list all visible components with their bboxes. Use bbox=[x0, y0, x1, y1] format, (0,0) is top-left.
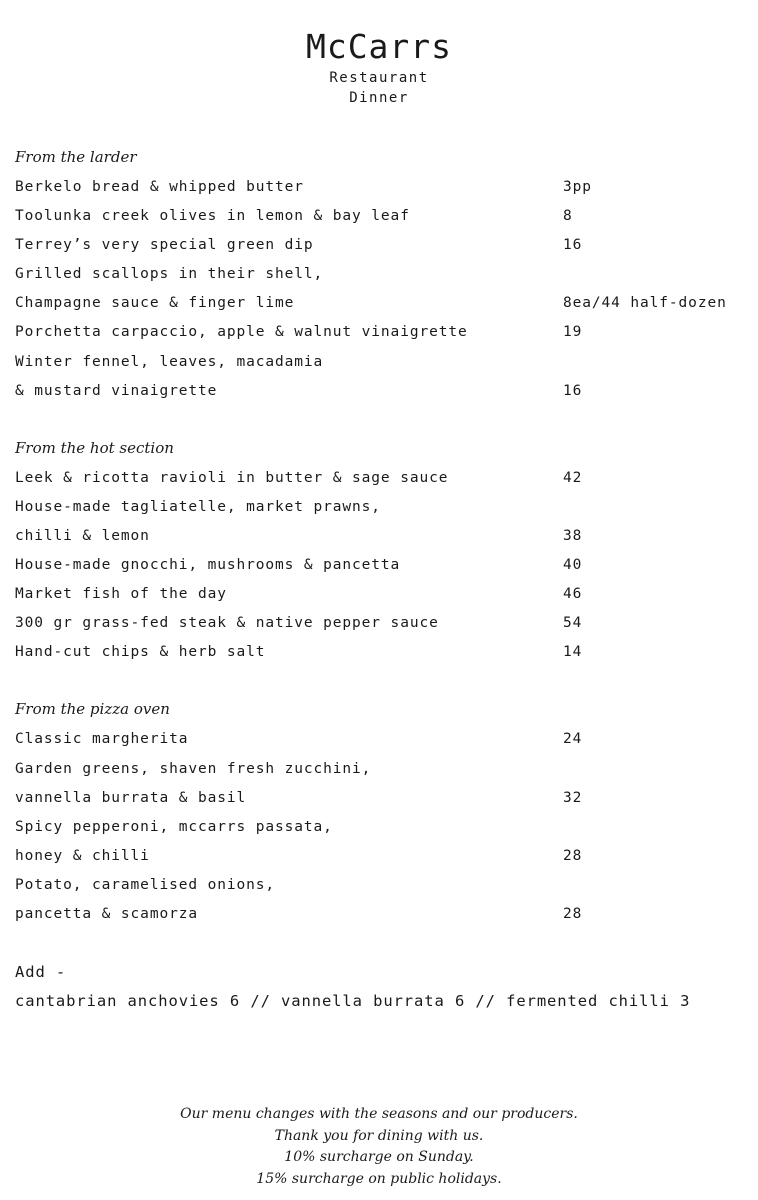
menu-item bbox=[15, 580, 750, 609]
item-name: & mustard vinaigrette bbox=[15, 382, 218, 399]
item-price: 8ea/44 half-dozen bbox=[563, 295, 727, 312]
menu-item bbox=[15, 173, 750, 202]
section-larder bbox=[15, 144, 750, 406]
item-price bbox=[563, 755, 750, 784]
item-price: 40 bbox=[563, 557, 583, 574]
section-title: From the larder bbox=[15, 148, 137, 166]
item-name: chilli & lemon bbox=[15, 527, 150, 544]
menu-item bbox=[15, 551, 750, 580]
item-name: Hand-cut chips & herb salt bbox=[15, 644, 266, 661]
section-pizza bbox=[15, 696, 750, 929]
item-price: 14 bbox=[563, 644, 583, 661]
item-name: Grilled scallops in their shell, bbox=[15, 266, 324, 283]
item-name: Potato, caramelised onions, bbox=[15, 876, 276, 893]
footer-note-holiday-surcharge: 15% surcharge on public holidays. bbox=[256, 1170, 502, 1187]
section-hot bbox=[15, 435, 750, 668]
item-name: Porchetta carpaccio, apple & walnut vinaigrette bbox=[15, 324, 468, 341]
item-name: Classic margherita bbox=[15, 731, 189, 748]
item-name: 300 gr grass-fed steak & native pepper sauce bbox=[15, 615, 439, 632]
item-name: Winter fennel, leaves, macadamia bbox=[15, 353, 324, 370]
item-price: 32 bbox=[563, 789, 583, 806]
menu-header bbox=[0, 26, 758, 108]
item-price: 28 bbox=[563, 847, 583, 864]
item-price bbox=[563, 813, 750, 842]
item-price: 8 bbox=[563, 208, 573, 225]
addons-items: cantabrian anchovies 6 // vannella burrata 6 // fermented chilli 3 bbox=[15, 992, 691, 1011]
menu-type: Dinner bbox=[349, 90, 409, 106]
item-name: House-made gnocchi, mushrooms & pancetta bbox=[15, 557, 401, 574]
item-name: Terrey’s very special green dip bbox=[15, 237, 314, 254]
menu-item bbox=[15, 289, 750, 318]
menu-body bbox=[15, 144, 750, 1016]
item-name: Toolunka creek olives in lemon & bay leaf bbox=[15, 208, 410, 225]
item-price: 19 bbox=[563, 324, 583, 341]
item-price: 38 bbox=[563, 527, 583, 544]
menu-item bbox=[15, 464, 750, 493]
item-price: 54 bbox=[563, 615, 583, 632]
item-name: vannella burrata & basil bbox=[15, 789, 247, 806]
item-price: 16 bbox=[563, 237, 583, 254]
menu-item bbox=[15, 784, 750, 813]
item-name: Leek & ricotta ravioli in butter & sage sauce bbox=[15, 469, 449, 486]
footer-note-seasons: Our menu changes with the seasons and our producers. bbox=[180, 1106, 578, 1122]
restaurant-name: McCarrs bbox=[305, 27, 453, 66]
restaurant-subtitle: Restaurant bbox=[329, 70, 429, 86]
item-price: 16 bbox=[563, 382, 583, 399]
addons bbox=[15, 958, 750, 1016]
item-name: Market fish of the day bbox=[15, 586, 227, 603]
item-price bbox=[563, 493, 750, 522]
item-price bbox=[563, 260, 750, 289]
footer-note-sunday-surcharge: 10% surcharge on Sunday. bbox=[284, 1149, 474, 1165]
menu-item bbox=[15, 900, 750, 929]
menu-item bbox=[15, 725, 750, 754]
menu-item bbox=[15, 318, 750, 347]
item-name: Garden greens, shaven fresh zucchini, bbox=[15, 760, 372, 777]
menu-item bbox=[15, 755, 750, 784]
menu-item bbox=[15, 202, 750, 231]
menu-item bbox=[15, 522, 750, 551]
menu-item bbox=[15, 348, 750, 377]
item-price bbox=[563, 348, 750, 377]
item-price: 24 bbox=[563, 731, 583, 748]
item-name: House-made tagliatelle, market prawns, bbox=[15, 498, 381, 515]
item-price: 42 bbox=[563, 469, 583, 486]
item-name: Berkelo bread & whipped butter bbox=[15, 179, 304, 195]
item-price: 28 bbox=[563, 905, 583, 922]
footer-note-thanks: Thank you for dining with us. bbox=[274, 1127, 484, 1144]
menu-item bbox=[15, 609, 750, 638]
menu-item bbox=[15, 493, 750, 522]
item-name: honey & chilli bbox=[15, 847, 150, 864]
menu-item bbox=[15, 813, 750, 842]
menu-item bbox=[15, 842, 750, 871]
item-name: Champagne sauce & finger lime bbox=[15, 295, 295, 312]
item-name: pancetta & scamorza bbox=[15, 905, 198, 922]
section-title: From the pizza oven bbox=[15, 700, 170, 719]
item-price: 3pp bbox=[563, 179, 592, 195]
item-price bbox=[563, 871, 750, 900]
menu-item bbox=[15, 871, 750, 900]
addons-label: Add - bbox=[15, 963, 67, 982]
menu-footer bbox=[0, 1104, 758, 1190]
menu-item bbox=[15, 260, 750, 289]
menu-item bbox=[15, 377, 750, 406]
section-title: From the hot section bbox=[15, 438, 174, 457]
menu-item bbox=[15, 231, 750, 260]
menu-item bbox=[15, 638, 750, 667]
item-name: Spicy pepperoni, mccarrs passata, bbox=[15, 818, 333, 835]
item-price: 46 bbox=[563, 586, 583, 603]
